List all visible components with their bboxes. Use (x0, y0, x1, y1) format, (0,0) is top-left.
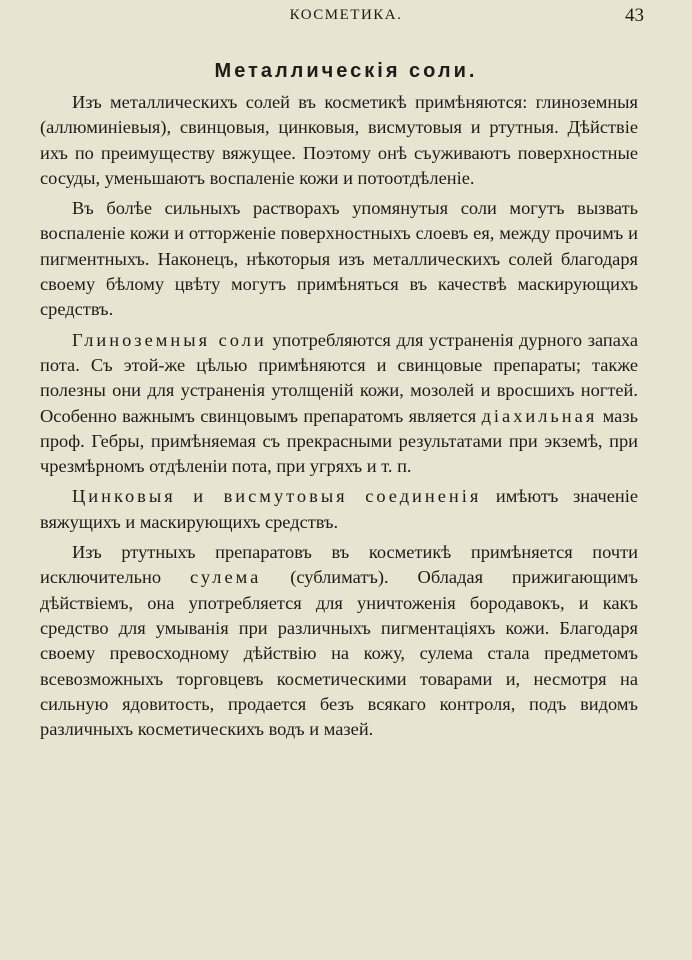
paragraph-4 (40, 484, 638, 535)
paragraph-2 (40, 196, 638, 322)
paragraph-5 (40, 540, 638, 742)
paragraph-5-spaced-term: сулема (189, 567, 262, 588)
paragraph-3 (40, 328, 638, 480)
section-title: Металлическія соли. (214, 60, 478, 82)
running-head: КОСМЕТИКА. (289, 7, 403, 23)
paragraph-3-text-2: мазь проф. Гебры, примѣняемая съ прекрасными результатами при экземѣ, при чрезмѣрномъ отдѣленіи пота, при угряхъ и т. п. (40, 405, 638, 477)
page-header (0, 5, 692, 27)
paragraph-1 (40, 90, 638, 191)
page-number: 43 (625, 5, 644, 26)
paragraph-3-spaced-term: Глиноземныя соли (72, 329, 267, 350)
paragraph-3-spaced-term-2: діахильная (481, 405, 598, 426)
paragraph-2-text: Въ болѣе сильныхъ растворахъ упомянутыя соли могутъ вызвать воспаленіе кожи и отторженіе поверхностныхъ слоевъ ея, между прочимъ и пигментныхъ. Наконецъ, нѣкоторыя изъ металлическихъ солей благодаря своему бѣлому цвѣту могутъ примѣняться въ качествѣ маскирующихъ средствъ. (40, 198, 638, 320)
body-text (40, 90, 638, 742)
paragraph-1-text: Изъ металлическихъ солей въ косметикѣ примѣняются: глиноземныя (аллюминіевыя), свинцовыя, цинковыя, висмутовыя и ртутныя. Дѣйствіе ихъ по преимуществу вяжущее. Поэтому онѣ съуживаютъ поверхностные сосуды, уменьшаютъ воспаленіе кожи и потоотдѣленіе. (40, 92, 638, 188)
paragraph-5-text-2: (сублиматъ). Обладая прижигающимъ дѣйствіемъ, она употребляется для уничтоженія бородавокъ, и какъ средство для умыванія при различныхъ пигментаціяхъ кожи. Благодаря своему превосходному дѣйствію на кожу, сулема стала предметомъ всевозможныхъ торговцевъ косметическими товарами и, несмотря на сильную ядовитость, продается безъ всякаго контроля, подъ видомъ различныхъ косметическихъ водъ и мазей. (40, 567, 638, 740)
paragraph-4-text: имѣютъ значеніе вяжущихъ и маскирующихъ средствъ. (40, 486, 638, 532)
paragraph-4-spaced-term: Цинковыя и висмутовыя соединенія (72, 486, 482, 507)
paragraph-5-text: Изъ ртутныхъ препаратовъ въ косметикѣ примѣняется почти исключительно (40, 542, 638, 588)
paragraph-3-text: употребляются для устраненія дурного запаха пота. Съ этой-же цѣлью примѣняются и свинцовые препараты; также полезны они для устраненія утолщеній кожи, мозолей и вросшихъ ногтей. Особенно важнымъ свинцовымъ препаратомъ является (40, 329, 638, 426)
